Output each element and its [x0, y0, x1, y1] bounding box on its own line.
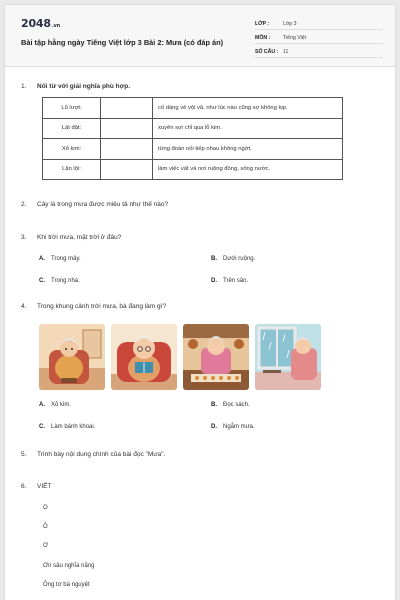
option-a[interactable]: [39, 256, 81, 262]
table-row: [43, 118, 343, 139]
question-text: Cây lá trong mưa được miêu tả như thế nào?: [37, 201, 169, 208]
meta-value: Tiếng Việt: [283, 35, 307, 41]
option-letter: B.: [211, 402, 217, 408]
option-d[interactable]: [211, 424, 255, 430]
site-logo[interactable]: 2048.vn: [21, 17, 60, 30]
meta-value: Lớp 3: [283, 21, 297, 27]
table-row: [43, 159, 343, 180]
matching-table: [42, 97, 343, 180]
meta-question-count: [255, 45, 383, 58]
question-number: 2.: [21, 201, 27, 208]
question-number: 6.: [21, 483, 27, 490]
option-letter: A.: [39, 256, 45, 262]
writing-line: Ơn sâu nghĩa nặng: [43, 563, 95, 569]
term-cell[interactable]: Lặn lội:: [43, 159, 101, 180]
illustration-grandma-baking: [183, 324, 249, 390]
connector-gap: [101, 98, 153, 119]
definition-cell[interactable]: cố dáng vẻ vội vã, như lúc nào cũng sợ không kịp.: [153, 98, 343, 119]
question-number: 1.: [21, 83, 27, 90]
option-a[interactable]: [39, 402, 71, 408]
option-letter: C.: [39, 278, 45, 284]
option-text: Ngắm mưa.: [223, 424, 255, 430]
option-text: Làm bánh khoai.: [51, 424, 96, 430]
option-b[interactable]: [211, 402, 250, 408]
illustration-grandma-reading: [111, 324, 177, 390]
table-row: [43, 98, 343, 119]
term-cell[interactable]: Xỏ kim:: [43, 139, 101, 160]
illustration-grandma-sewing: [39, 324, 105, 390]
meta-subject: [255, 31, 383, 44]
question-number: 4.: [21, 303, 27, 310]
option-letter: B.: [211, 256, 217, 262]
connector-gap: [101, 118, 153, 139]
option-d[interactable]: [211, 278, 248, 284]
writing-line: Ô: [43, 524, 48, 530]
question-number: 3.: [21, 234, 27, 241]
connector-gap: [101, 139, 153, 160]
writing-line: Ông tơ bà nguyệt: [43, 582, 90, 588]
option-letter: D.: [211, 424, 217, 430]
term-cell[interactable]: Lũ lượt:: [43, 98, 101, 119]
question-text: Trình bày nội dung chính của bài đọc "Mưa".: [37, 451, 166, 458]
meta-value: 11: [283, 49, 289, 55]
table-row: [43, 139, 343, 160]
definition-cell[interactable]: làm việc vất vả nơi ruộng đồng, sông nước.: [153, 159, 343, 180]
connector-gap: [101, 159, 153, 180]
question-number: 5.: [21, 451, 27, 458]
definition-cell[interactable]: từng đoàn nối tiếp nhau không ngớt.: [153, 139, 343, 160]
worksheet-page: [5, 5, 395, 600]
term-cell[interactable]: Lật đật:: [43, 118, 101, 139]
worksheet-header: [5, 5, 395, 67]
illustration-grandma-watching-rain: [255, 324, 321, 390]
meta-grade: [255, 17, 383, 30]
writing-line: Ơ: [43, 543, 49, 549]
option-c[interactable]: [39, 424, 95, 430]
writing-line: O: [43, 505, 48, 511]
option-letter: A.: [39, 402, 45, 408]
meta-key: SỐ CÂU :: [255, 49, 279, 55]
option-text: Trong mây.: [51, 256, 81, 262]
option-letter: D.: [211, 278, 217, 284]
option-text: Xỏ kim.: [51, 402, 72, 408]
meta-key: MÔN :: [255, 35, 271, 41]
option-text: Trên sân.: [223, 278, 249, 284]
definition-cell[interactable]: xuyên sợi chỉ qua lỗ kim.: [153, 118, 343, 139]
option-text: Trong nhà.: [51, 278, 80, 284]
option-text: Đọc sách.: [223, 402, 250, 408]
option-c[interactable]: [39, 278, 80, 284]
meta-key: LỚP :: [255, 21, 270, 27]
option-letter: C.: [39, 424, 45, 430]
question-text: Trong khung cảnh trời mưa, bà đang làm gì?: [37, 303, 167, 310]
option-b[interactable]: [211, 256, 255, 262]
option-text: Dưới ruộng.: [223, 256, 256, 262]
question-text: Nối từ với giải nghĩa phù hợp.: [37, 83, 131, 90]
question-text: VIẾT: [37, 483, 52, 490]
worksheet-title: Bài tập hằng ngày Tiếng Việt lớp 3 Bài 2: Mưa (có đáp án): [21, 38, 224, 47]
question-text: Khi trời mưa, mặt trời ở đâu?: [37, 234, 122, 241]
